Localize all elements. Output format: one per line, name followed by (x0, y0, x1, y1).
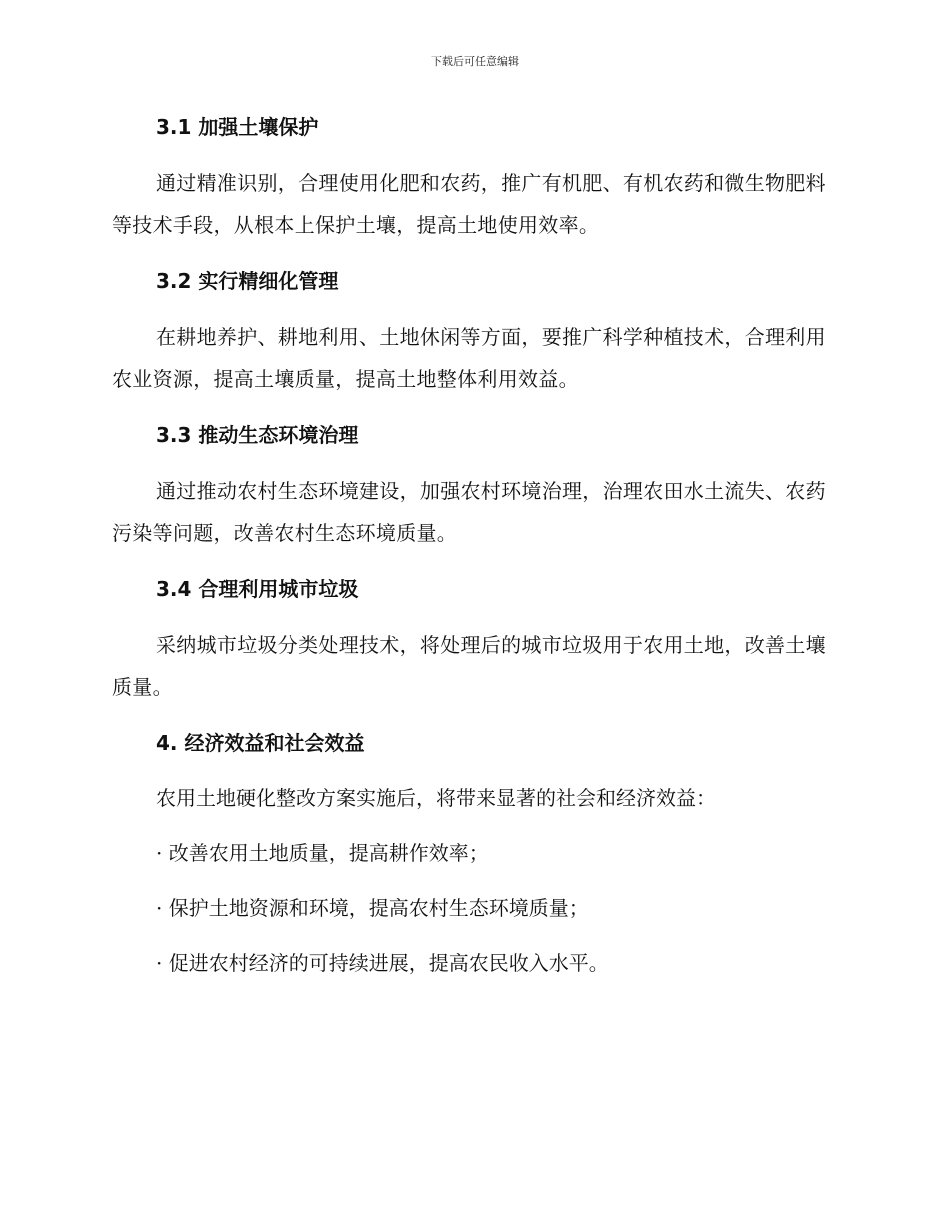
section-paragraph: 在耕地养护、耕地利用、土地休闲等方面，要推广科学种植技术，合理利用农业资源，提高土壤质量，提高土地整体利用效益。 (112, 325, 826, 391)
section-paragraph: 通过精准识别，合理使用化肥和农药，推广有机肥、有机农药和微生物肥料等技术手段，从根本上保护土壤，提高土地使用效率。 (112, 171, 826, 237)
list-item: · 保护土地资源和环境，提高农村生态环境质量； (156, 896, 589, 920)
section-heading: 3.1 加强土壤保护 (156, 115, 319, 139)
section-paragraph: 通过推动农村生态环境建设，加强农村环境治理，治理农田水土流失、农药污染等问题，改善农村生态环境质量。 (112, 479, 826, 545)
section-intro: 农用土地硬化整改方案实施后，将带来显著的社会和经济效益： (156, 786, 716, 810)
list-item: · 改善农用土地质量，提高耕作效率； (156, 841, 489, 865)
section-heading: 3.2 实行精细化管理 (156, 269, 339, 293)
header-note: 下载后可任意编辑 (431, 55, 519, 68)
section-paragraph: 采纳城市垃圾分类处理技术，将处理后的城市垃圾用于农用土地，改善土壤质量。 (112, 633, 826, 699)
section-heading: 3.3 推动生态环境治理 (156, 423, 359, 447)
section-heading: 4. 经济效益和社会效益 (156, 731, 365, 755)
list-item: · 促进农村经济的可持续进展，提高农民收入水平。 (156, 951, 609, 975)
section-heading: 3.4 合理利用城市垃圾 (156, 577, 359, 601)
document-body (112, 110, 842, 980)
